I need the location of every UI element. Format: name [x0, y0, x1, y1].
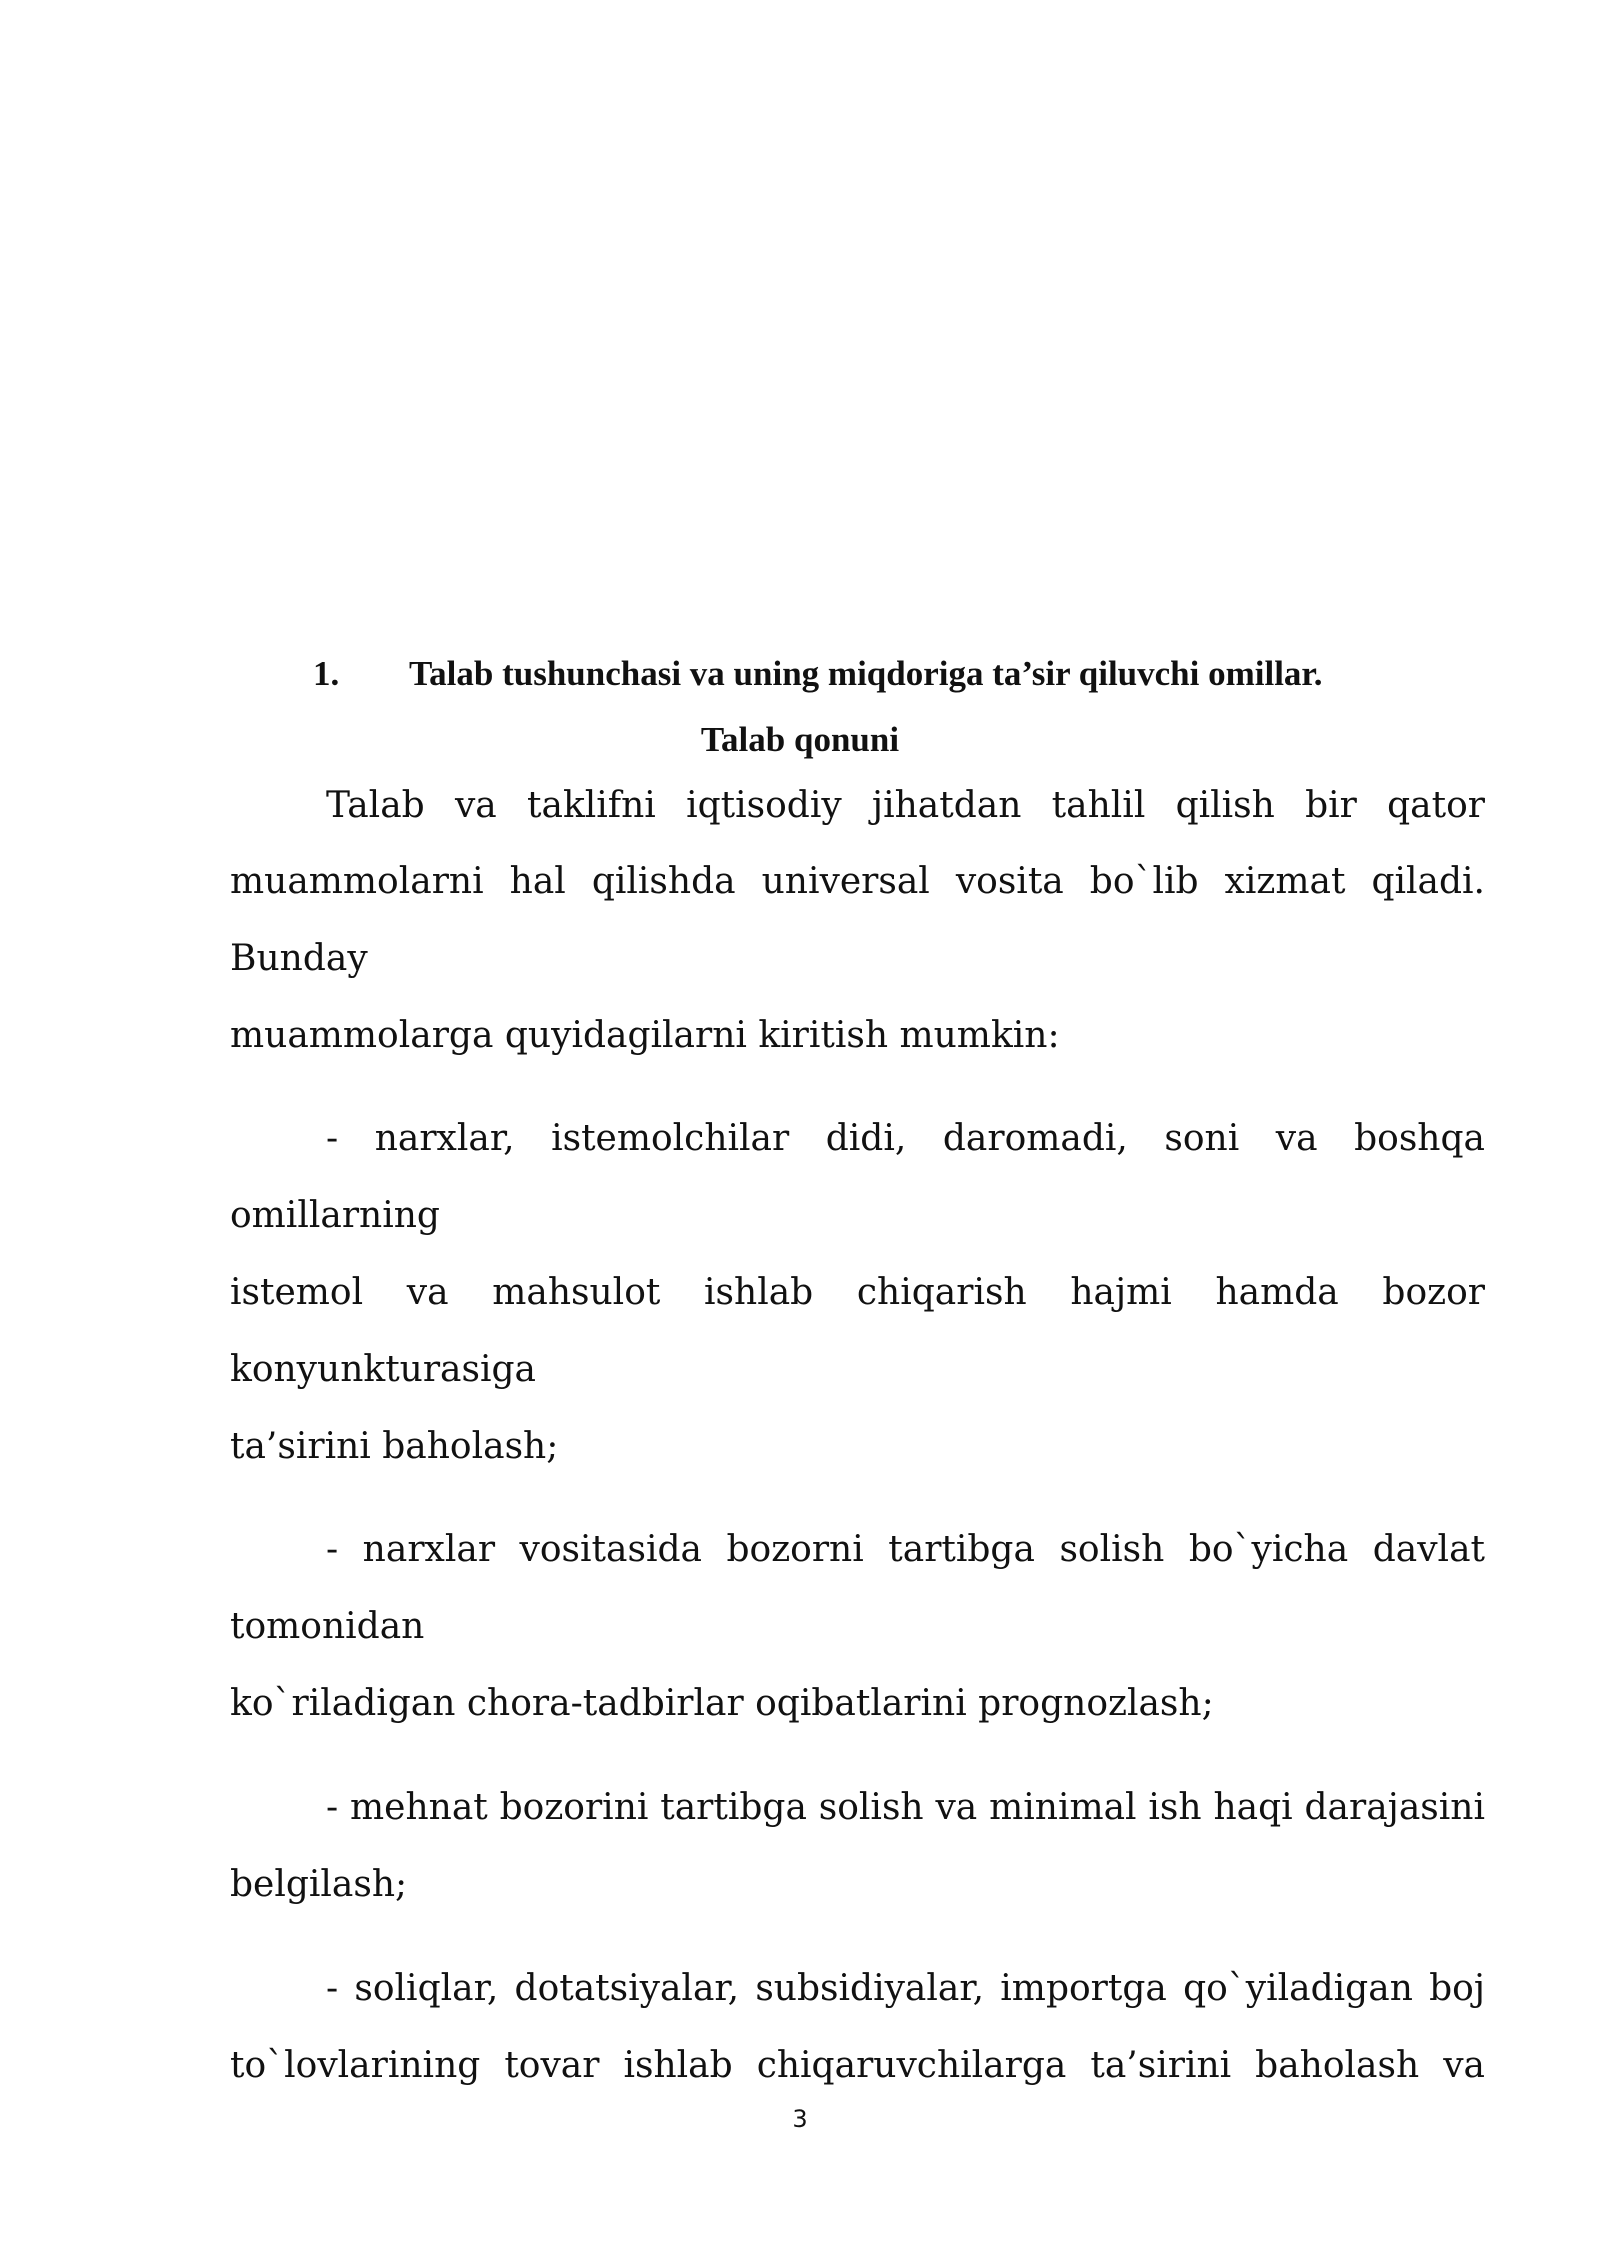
list-item-line: istemol va mahsulot ishlab chiqarish hajmi hamda bozor: [230, 1272, 1485, 1313]
list-item-line: ta’sirini baholash;: [230, 1426, 559, 1467]
body-line: muammolarni hal qilishda universal vosita bo`lib xizmat qiladi.: [230, 861, 1485, 902]
section-heading: [313, 654, 1463, 694]
body-line: Bunday: [230, 938, 368, 979]
list-item-line: - narxlar vositasida bozorni tartibga solish bo`yicha davlat: [326, 1529, 1485, 1570]
list-item-line: - soliqlar, dotatsiyalar, subsidiyalar, importga qo`yiladigan boj: [326, 1968, 1485, 2009]
list-item-line: omillarning: [230, 1195, 440, 1236]
section-title: Talab tushunchasi va uning miqdoriga ta’sir qiluvchi omillar.: [409, 654, 1323, 693]
list-item-line: konyunkturasiga: [230, 1349, 537, 1390]
section-subtitle: Talab qonuni: [700, 720, 900, 759]
body-line: Talab va taklifni iqtisodiy jihatdan tahlil qilish bir qator: [326, 785, 1485, 826]
list-item-line: to`lovlarining tovar ishlab chiqaruvchilarga ta’sirini baholash va: [230, 2045, 1485, 2086]
list-item-line: - mehnat bozorini tartibga solish va minimal ish haqi darajasini: [326, 1787, 1485, 1828]
list-item-line: ko`riladigan chora-tadbirlar oqibatlarini prognozlash;: [230, 1683, 1214, 1724]
section-number: 1.: [313, 654, 340, 693]
list-item-line: - narxlar, istemolchilar didi, daromadi, soni va boshqa: [326, 1118, 1485, 1159]
body-line: muammolarga quyidagilarni kiritish mumkin:: [230, 1015, 1060, 1056]
list-item-line: belgilash;: [230, 1864, 408, 1905]
list-item-line: tomonidan: [230, 1606, 425, 1647]
page-number: 3: [792, 2105, 808, 2133]
